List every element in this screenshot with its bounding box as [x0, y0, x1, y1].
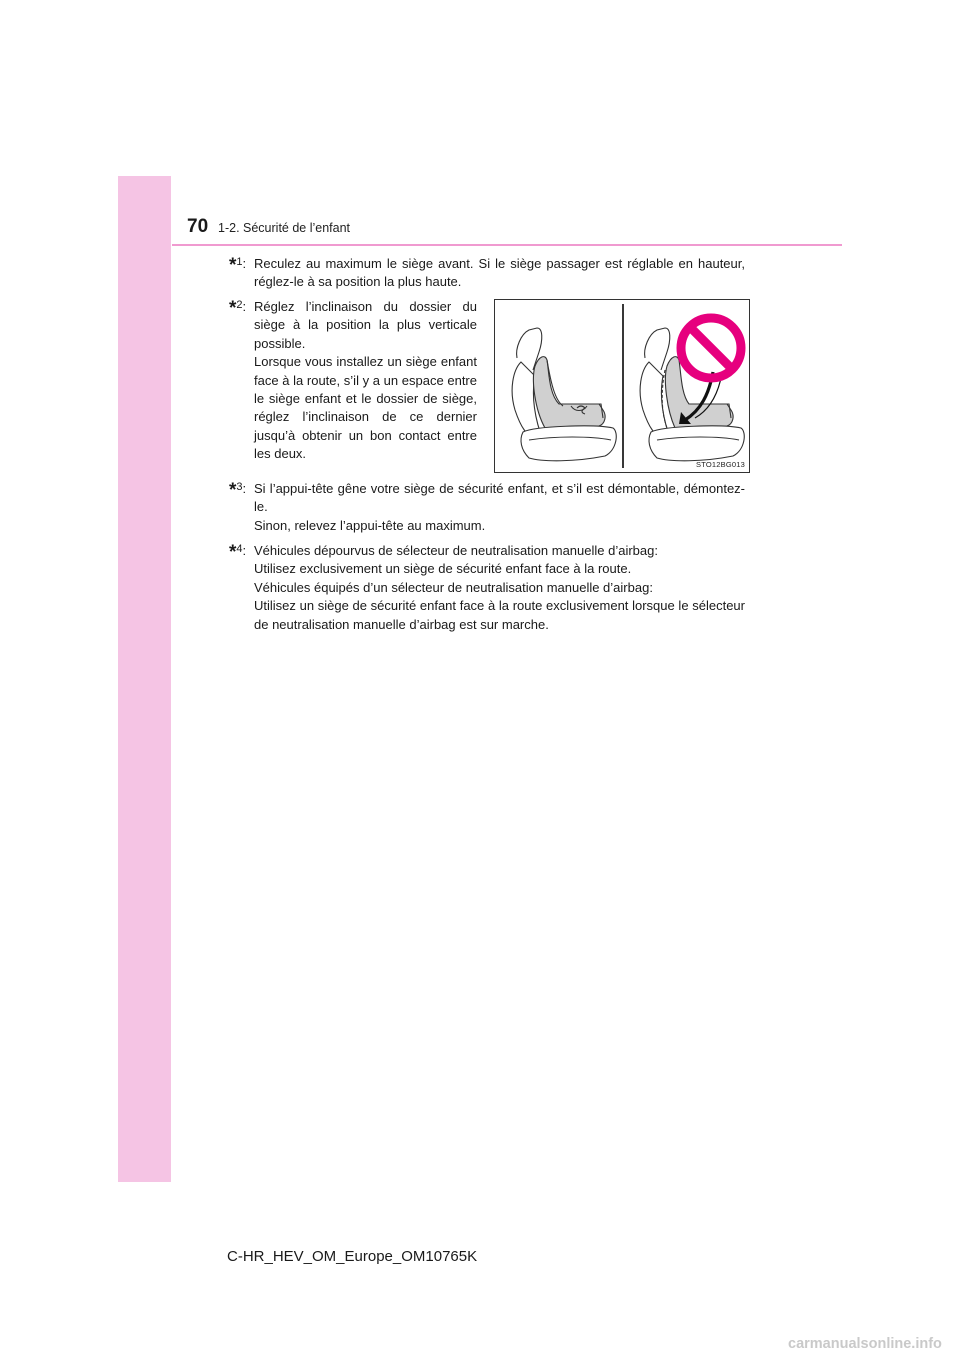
note-1 [229, 255, 745, 292]
figure-code: STO12BG013 [696, 460, 745, 469]
prohibited-icon [681, 318, 741, 378]
child-seat-gap-icon [640, 328, 744, 461]
page-number: 70 [187, 216, 209, 237]
note-marker: *$^3$: [229, 480, 247, 501]
note-text: Reculez au maximum le siège avant. Si le siège passager est réglable en hauteur, réglez-le à sa position la plus haute. [254, 256, 745, 290]
section-title: 1-2. Sécurité de l’enfant [218, 221, 351, 235]
watermark: carmanualsonline.info [788, 1336, 942, 1352]
note-2 [229, 298, 477, 464]
note-4 [229, 542, 745, 634]
note-marker: *$^2$: [229, 298, 247, 319]
note-text: Lorsque vous installez un siège enfant face à la route, s’il y a un espace entre le siège enfant et le dossier de siège, réglez l’inclinaison de ce dernier jusqu’à obtenir un bon contact entre les deux. [254, 354, 477, 462]
child-seat-illustration [494, 299, 750, 473]
note-text: Véhicules dépourvus de sélecteur de neutralisation manuelle d’airbag: [254, 543, 658, 558]
note-text: Utilisez exclusivement un siège de sécurité enfant face à la route. [254, 561, 632, 577]
header-divider [172, 244, 842, 246]
chapter-tab-sidebar [118, 176, 171, 1182]
note-text: Réglez l’inclinaison du dossier du siège à la position la plus verticale possible. [254, 299, 477, 351]
note-text: Véhicules équipés d’un sélecteur de neutralisation manuelle d’airbag: [254, 579, 653, 595]
note-3 [229, 480, 745, 535]
note-text: Si l’appui-tête gêne votre siège de sécurité enfant, et s’il est démontable, démontez-le. [254, 481, 745, 515]
note-marker: *$^1$: [229, 255, 247, 276]
note-marker: *$^4$: [229, 542, 247, 563]
note-text: Sinon, relevez l’appui-tête au maximum. [254, 517, 486, 533]
child-seat-correct-icon [512, 328, 616, 461]
document-code: C-HR_HEV_OM_Europe_OM10765K [227, 1248, 478, 1265]
note-text: Utilisez un siège de sécurité enfant face à la route exclusivement lorsque le sélecteur de neutralisation manuelle d’airbag est sur marche. [254, 598, 745, 632]
